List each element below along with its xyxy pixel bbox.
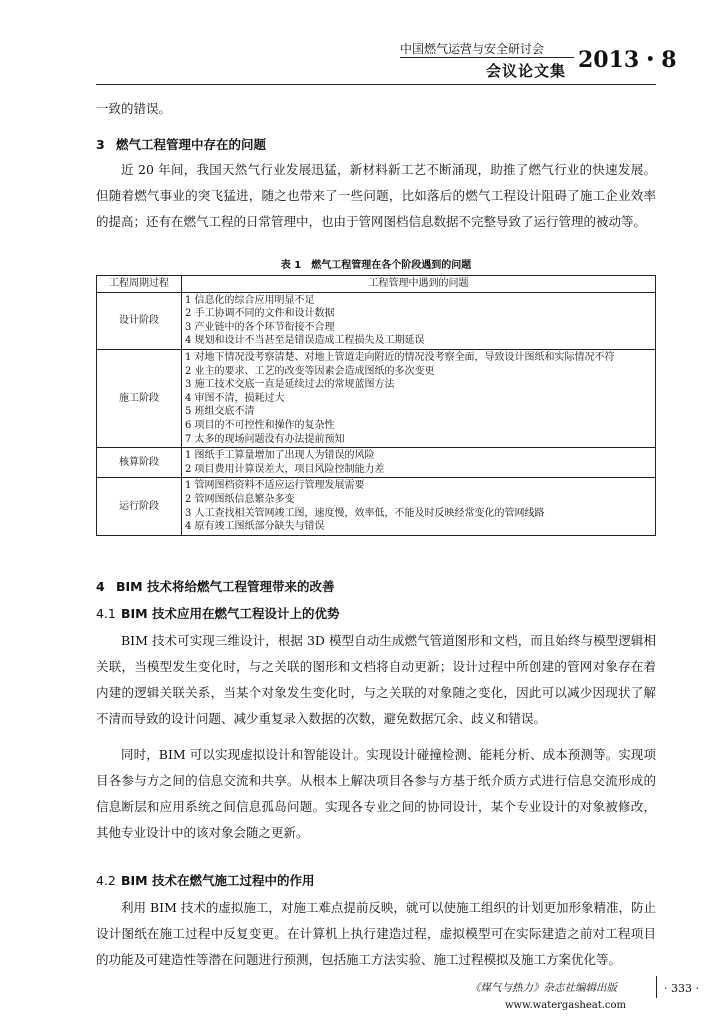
subsection-4-1-paragraph-2: 同时，BIM 可以实现虚拟设计和智能设计。实现设计碰撞检测、能耗分析、成本预测等。实现项目各参与方之间的信息交流和共享。从根本上解决项目各参与方基于纸介质方式进行信息交流形成的信息断层和应用系统之间信息孤岛问题。实现各专业之间的协同设计，某个专业设计的对象被修改，其他专业设计中的该对象会随之更新。 [96, 747, 656, 840]
issue-item: 1 图纸手工算量增加了出现人为错误的风险 [185, 450, 375, 462]
section-4-heading [96, 577, 334, 595]
table-header-row [97, 276, 656, 293]
section-3-paragraph: 近 20 年间，我国天然气行业发展迅猛，新材料新工艺不断涌现，助推了燃气行业的快速发展。但随着燃气事业的突飞猛进，随之也带来了一些问题，比如落后的燃气工程设计阻碍了施工企业效率的提高；还有在燃气工程的日常管理中，也由于管网图档信息数据不完整导致了运行管理的被动等。 [96, 162, 656, 229]
issue-item: 2 手工协调不同的文件和设计数据 [185, 308, 335, 320]
issue-item: 3 施工技术交底一直是延续过去的常规蓝图方法 [185, 379, 395, 391]
subsection-number: 4.1 [96, 606, 116, 621]
stage-cell: 核算阶段 [97, 448, 182, 478]
subsection-4-1-heading [96, 604, 339, 622]
table-row [97, 448, 656, 478]
intro-fragment: 一致的错误。 [96, 101, 172, 116]
issue-item: 2 项目费用计算误差大，项目风险控制能力差 [185, 463, 385, 475]
page-number: · 333 · [664, 982, 699, 995]
table-row [97, 349, 656, 447]
section-title: BIM 技术将给燃气工程管理带来的改善 [116, 579, 335, 594]
stage-cell: 施工阶段 [97, 349, 182, 447]
proceedings-title: 会议论文集 [486, 62, 567, 80]
issues-cell [182, 292, 656, 349]
table-row [97, 292, 656, 349]
issues-table [96, 275, 656, 536]
subsection-number: 4.2 [96, 873, 116, 888]
issue-item: 6 项目的不可控性和操作的复杂性 [185, 419, 335, 431]
section-number: 4 [96, 579, 105, 594]
issue-item: 3 产业链中的各个环节衔接不合理 [185, 321, 335, 333]
section-3-heading [96, 135, 266, 153]
issue-item: 1 管网图档资料不适应运行管理发展需要 [185, 480, 365, 492]
issues-cell [182, 448, 656, 478]
subsection-4-1-paragraph-1: BIM 技术可实现三维设计，根据 3D 模型自动生成燃气管道图形和文档，而且始终与模型逻辑相关联，当模型发生变化时，与之关联的图形和文档将自动更新；设计过程中所创建的管网对象存在着内建的逻辑关联关系，当某个对象发生变化时，与之关联的对象随之变化，因此可以减少因现状了解不清而导致的设计问题、减少重复录入数据的次数，避免数据冗余、歧义和错误。 [96, 633, 656, 726]
section-number: 3 [96, 137, 105, 152]
section-title: 燃气工程管理中存在的问题 [116, 137, 267, 152]
issue-date: 2013・8 [578, 47, 677, 73]
issue-item: 2 管网图纸信息繁杂多变 [185, 493, 295, 505]
subsection-title: BIM 技术应用在燃气工程设计上的优势 [121, 606, 340, 621]
header-rule [400, 57, 574, 58]
issue-item: 4 规划和设计不当甚至是错误造成工程损失及工期延误 [185, 335, 425, 347]
table-header-stage: 工程周期过程 [97, 276, 182, 293]
journal-website: www.watergasheat.com [505, 1000, 627, 1011]
issue-item: 5 班组交底不清 [185, 406, 255, 418]
issue-item: 1 对地下情况没考察清楚、对地上管道走向附近的情况没考察全面，导致设计图纸和实际情况不符 [185, 351, 615, 363]
table-caption: 表 1 燃气工程管理在各个阶段遇到的问题 [280, 260, 472, 271]
subsection-title: BIM 技术在燃气施工过程中的作用 [121, 873, 315, 888]
stage-cell: 运行阶段 [97, 478, 182, 535]
stage-cell: 设计阶段 [97, 292, 182, 349]
page-number-divider [656, 976, 657, 998]
subsection-4-2-paragraph-1: 利用 BIM 技术的虚拟施工，对施工难点提前反映，就可以使施工组织的计划更加形象精准，防止设计图纸在施工过程中反复变更。在计算机上执行建造过程，虚拟模型可在实际建造之前对工程项目的功能及可建造性等潜在问题进行预测，包括施工方法实验、施工过程模拟及施工方案优化等。 [96, 900, 656, 967]
issue-item: 4 审图不清，损耗过大 [185, 392, 285, 404]
table-row [97, 478, 656, 535]
header-divider [96, 84, 656, 85]
issue-item: 2 业主的要求、工艺的改变等因素会造成图纸的多次变更 [185, 365, 435, 377]
issue-item: 3 人工查找相关管网竣工图，速度慢，效率低，不能及时反映经常变化的管网线路 [185, 507, 545, 519]
issues-cell [182, 349, 656, 447]
table-header-issues: 工程管理中遇到的问题 [182, 276, 656, 293]
subsection-4-2-heading [96, 871, 314, 889]
journal-name: 《煤气与热力》杂志社编辑出版 [470, 982, 617, 994]
issue-item: 4 原有竣工图纸部分缺失与错误 [185, 521, 325, 533]
issue-item: 7 太多的现场问题没有办法提前预知 [185, 433, 345, 445]
conference-name: 中国燃气运营与安全研讨会 [400, 42, 545, 56]
issue-item: 1 信息化的综合应用明显不足 [185, 294, 315, 306]
issues-cell [182, 478, 656, 535]
